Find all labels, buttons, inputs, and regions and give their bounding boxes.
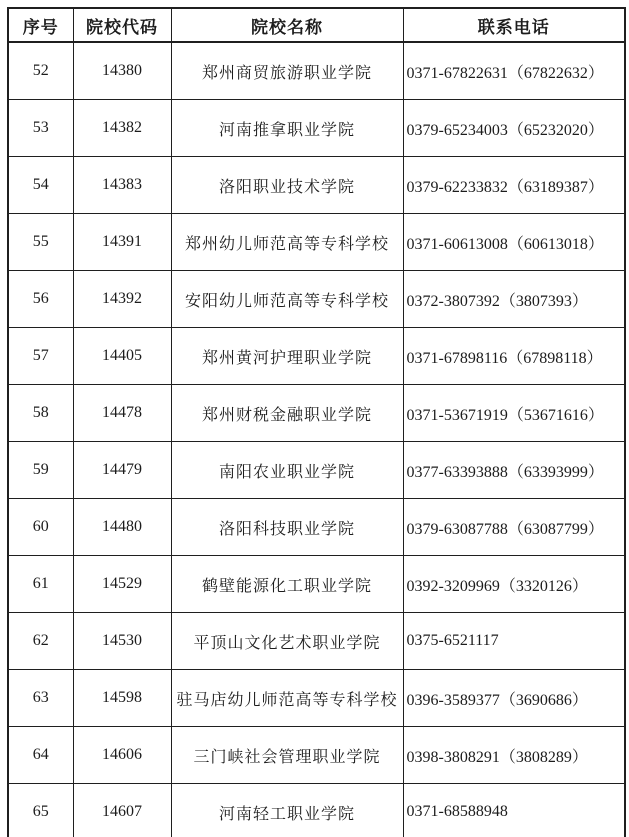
row-college-name: 三门峡社会管理职业学院 (171, 727, 403, 784)
table-row (8, 214, 625, 271)
row-serial-number: 61 (8, 556, 73, 613)
row-contact-phone: 0379-62233832（63189387） (403, 157, 625, 214)
table-row (8, 442, 625, 499)
row-serial-number: 56 (8, 271, 73, 328)
row-college-name: 驻马店幼儿师范高等专科学校 (171, 670, 403, 727)
header-row (8, 8, 625, 42)
header-serial-number: 序号 (8, 8, 73, 42)
row-serial-number: 57 (8, 328, 73, 385)
row-college-name: 洛阳职业技术学院 (171, 157, 403, 214)
row-college-code: 14383 (73, 157, 171, 214)
row-college-name: 郑州财税金融职业学院 (171, 385, 403, 442)
table-row (8, 499, 625, 556)
row-college-code: 14478 (73, 385, 171, 442)
row-college-code: 14480 (73, 499, 171, 556)
row-serial-number: 58 (8, 385, 73, 442)
row-college-code: 14382 (73, 100, 171, 157)
row-contact-phone: 0372-3807392（3807393） (403, 271, 625, 328)
row-contact-phone: 0371-67822631（67822632） (403, 42, 625, 100)
row-serial-number: 55 (8, 214, 73, 271)
row-contact-phone: 0398-3808291（3808289） (403, 727, 625, 784)
table-row (8, 556, 625, 613)
row-college-name: 郑州商贸旅游职业学院 (171, 42, 403, 100)
row-college-code: 14529 (73, 556, 171, 613)
header-contact-phone: 联系电话 (403, 8, 625, 42)
table-row (8, 271, 625, 328)
header-college-name: 院校名称 (171, 8, 403, 42)
row-college-code: 14530 (73, 613, 171, 670)
row-college-name: 平顶山文化艺术职业学院 (171, 613, 403, 670)
row-contact-phone: 0371-53671919（53671616） (403, 385, 625, 442)
row-contact-phone: 0377-63393888（63393999） (403, 442, 625, 499)
table-row (8, 727, 625, 784)
row-college-name: 安阳幼儿师范高等专科学校 (171, 271, 403, 328)
row-serial-number: 59 (8, 442, 73, 499)
row-contact-phone: 0379-63087788（63087799） (403, 499, 625, 556)
row-college-code: 14479 (73, 442, 171, 499)
table-row (8, 385, 625, 442)
row-college-name: 鹤壁能源化工职业学院 (171, 556, 403, 613)
row-contact-phone: 0375-6521117 (403, 613, 625, 670)
row-serial-number: 53 (8, 100, 73, 157)
table-row (8, 100, 625, 157)
row-contact-phone: 0371-60613008（60613018） (403, 214, 625, 271)
row-college-name: 河南轻工职业学院 (171, 784, 403, 837)
row-serial-number: 62 (8, 613, 73, 670)
row-serial-number: 54 (8, 157, 73, 214)
row-college-code: 14380 (73, 42, 171, 100)
college-contact-table (7, 7, 626, 837)
row-serial-number: 64 (8, 727, 73, 784)
table-row (8, 328, 625, 385)
row-college-code: 14606 (73, 727, 171, 784)
header-college-code: 院校代码 (73, 8, 171, 42)
row-contact-phone: 0396-3589377（3690686） (403, 670, 625, 727)
table-row (8, 157, 625, 214)
table-row (8, 784, 625, 837)
row-college-code: 14598 (73, 670, 171, 727)
row-college-code: 14391 (73, 214, 171, 271)
table-header (8, 8, 625, 42)
table-row (8, 670, 625, 727)
row-college-name: 河南推拿职业学院 (171, 100, 403, 157)
row-college-code: 14392 (73, 271, 171, 328)
row-college-name: 南阳农业职业学院 (171, 442, 403, 499)
row-serial-number: 60 (8, 499, 73, 556)
row-contact-phone: 0371-67898116（67898118） (403, 328, 625, 385)
row-contact-phone: 0392-3209969（3320126） (403, 556, 625, 613)
row-serial-number: 65 (8, 784, 73, 837)
row-serial-number: 63 (8, 670, 73, 727)
row-college-name: 郑州黄河护理职业学院 (171, 328, 403, 385)
table-body (8, 42, 625, 837)
row-contact-phone: 0379-65234003（65232020） (403, 100, 625, 157)
table-row (8, 613, 625, 670)
row-college-code: 14405 (73, 328, 171, 385)
row-college-name: 郑州幼儿师范高等专科学校 (171, 214, 403, 271)
row-college-code: 14607 (73, 784, 171, 837)
row-serial-number: 52 (8, 42, 73, 100)
row-college-name: 洛阳科技职业学院 (171, 499, 403, 556)
row-contact-phone: 0371-68588948 (403, 784, 625, 837)
table-row (8, 42, 625, 100)
